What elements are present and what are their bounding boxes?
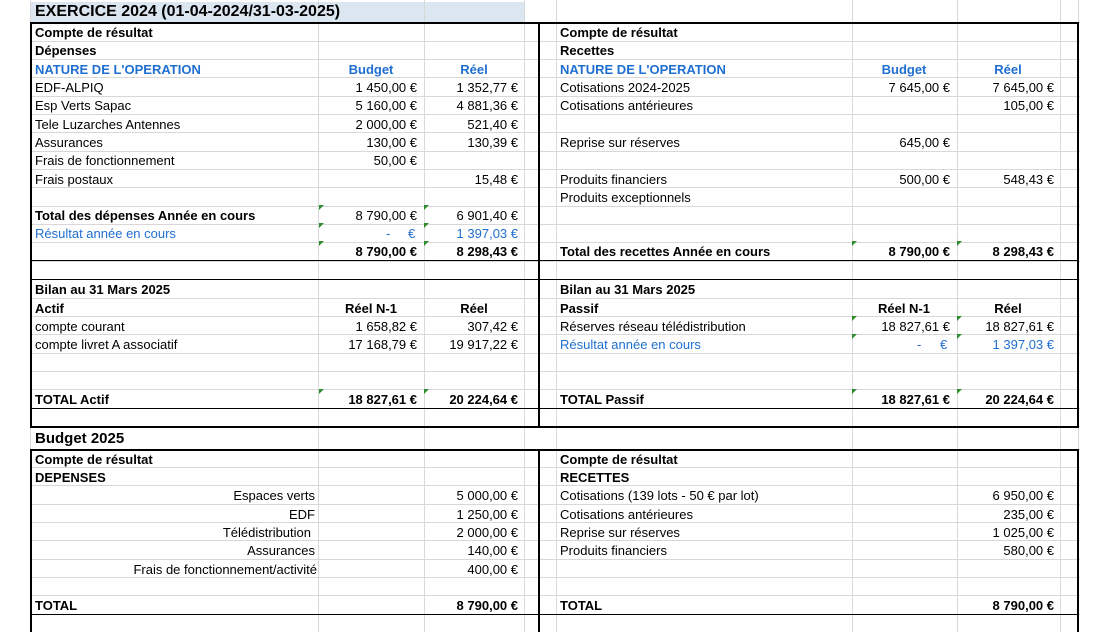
- passif-resultat-label[interactable]: Résultat année en cours: [560, 337, 701, 352]
- recettes-row-label[interactable]: Produits financiers: [560, 172, 667, 187]
- actif-row-label[interactable]: compte courant: [35, 319, 125, 334]
- budget-depenses-row-value[interactable]: 5 000,00 €: [456, 488, 518, 503]
- passif-resultat-reel[interactable]: 1 397,03 €: [992, 337, 1054, 352]
- actif-total-n1[interactable]: 18 827,61 €: [348, 392, 417, 407]
- actif-row-n1[interactable]: 1 658,82 €: [355, 319, 417, 334]
- border-line: [1077, 22, 1079, 428]
- depenses-total-budget[interactable]: 8 790,00 €: [355, 208, 417, 223]
- cell-marker: [424, 205, 429, 210]
- depenses-row-label[interactable]: Esp Verts Sapac: [35, 98, 132, 113]
- budget-depenses-row-value[interactable]: 1 250,00 €: [456, 507, 518, 522]
- passif-col-reel[interactable]: Réel: [994, 301, 1022, 316]
- budget-recettes-row-value[interactable]: 580,00 €: [1003, 543, 1054, 558]
- depenses-total-reel[interactable]: 6 901,40 €: [456, 208, 518, 223]
- border-line: [30, 22, 32, 428]
- budget-depenses-subsection[interactable]: DEPENSES: [35, 470, 106, 485]
- cell-marker: [319, 205, 324, 210]
- grid-row-line: [30, 389, 1080, 390]
- grid-row-line: [30, 353, 1080, 354]
- cell-marker: [852, 334, 857, 339]
- depenses-resultat-dash[interactable]: -: [386, 226, 391, 241]
- cell-marker: [424, 241, 429, 246]
- passif-total-reel[interactable]: 20 224,64 €: [985, 392, 1054, 407]
- recettes-row-label[interactable]: Cotisations 2024-2025: [560, 80, 691, 95]
- border-line: [30, 614, 1079, 615]
- recettes-row-reel[interactable]: 7 645,00 €: [992, 80, 1054, 95]
- cell-marker: [852, 316, 857, 321]
- budget-depenses-row-label[interactable]: Espaces verts: [233, 488, 315, 503]
- actif-row-n1[interactable]: 17 168,79 €: [348, 337, 417, 352]
- passif-total-label[interactable]: TOTAL Passif: [560, 392, 644, 407]
- budget-depenses-row-label[interactable]: Assurances: [247, 543, 315, 558]
- depenses-total-label[interactable]: Total des dépenses Année en cours: [35, 208, 256, 223]
- budget-depenses-row-label[interactable]: Télédistribution: [222, 525, 311, 540]
- depenses-col-budget[interactable]: Budget: [348, 62, 394, 77]
- grid-row-line: [30, 169, 1080, 170]
- passif-resultat-eur[interactable]: €: [940, 337, 948, 352]
- actif-row-reel[interactable]: 19 917,22 €: [449, 337, 518, 352]
- budget-depenses-total-value[interactable]: 8 790,00 €: [456, 598, 518, 613]
- depenses-col-nature[interactable]: NATURE DE L'OPERATION: [35, 62, 201, 77]
- actif-row-reel[interactable]: 307,42 €: [467, 319, 518, 334]
- passif-col-n1[interactable]: Réel N-1: [877, 301, 931, 316]
- budget-recettes-subsection[interactable]: RECETTES: [560, 470, 630, 485]
- recettes-row-label[interactable]: Reprise sur réserves: [560, 135, 680, 150]
- passif-section[interactable]: Bilan au 31 Mars 2025: [560, 282, 696, 297]
- cell-marker: [957, 334, 962, 339]
- budget-depenses-row-value[interactable]: 140,00 €: [467, 543, 518, 558]
- grid-col-line: [524, 0, 525, 632]
- cell-marker: [957, 389, 962, 394]
- grid-col-line: [556, 0, 557, 632]
- budget-recettes-row-label[interactable]: Cotisations (139 lots - 50 € par lot): [560, 488, 759, 503]
- depenses-row-label[interactable]: Tele Luzarches Antennes: [35, 117, 181, 132]
- grid-row-line: [30, 298, 1080, 299]
- actif-total-reel[interactable]: 20 224,64 €: [449, 392, 518, 407]
- budget-depenses-row-value[interactable]: 400,00 €: [467, 562, 518, 577]
- budget-title[interactable]: Budget 2025: [35, 430, 125, 447]
- depenses-row-reel[interactable]: 130,39 €: [467, 135, 518, 150]
- recettes-col-budget[interactable]: Budget: [881, 62, 927, 77]
- cell-marker: [424, 389, 429, 394]
- cell-marker: [957, 316, 962, 321]
- grid-col-line: [318, 0, 319, 632]
- recettes-row-budget[interactable]: 500,00 €: [899, 172, 950, 187]
- actif-row-label[interactable]: compte livret A associatif: [35, 337, 178, 352]
- actif-subsection[interactable]: Actif: [35, 301, 64, 316]
- recettes-row-label[interactable]: Produits exceptionnels: [560, 190, 691, 205]
- recettes-row-reel[interactable]: 105,00 €: [1003, 98, 1054, 113]
- recettes-total-reel[interactable]: 8 298,43 €: [992, 244, 1054, 259]
- passif-row-reel[interactable]: 18 827,61 €: [985, 319, 1054, 334]
- budget-recettes-row-value[interactable]: 1 025,00 €: [992, 525, 1054, 540]
- budget-recettes-section[interactable]: Compte de résultat: [560, 452, 678, 467]
- border-line: [30, 426, 1079, 428]
- grid-row-line: [30, 467, 1080, 468]
- recettes-row-label[interactable]: Cotisations antérieures: [560, 98, 693, 113]
- depenses-subsection[interactable]: Dépenses: [35, 43, 97, 58]
- passif-subsection[interactable]: Passif: [560, 301, 599, 316]
- cell-marker: [319, 223, 324, 228]
- cell-marker: [424, 223, 429, 228]
- recettes-col-nature[interactable]: NATURE DE L'OPERATION: [560, 62, 726, 77]
- cell-marker: [319, 389, 324, 394]
- depenses-grand-reel[interactable]: 8 298,43 €: [456, 244, 518, 259]
- depenses-row-reel[interactable]: 4 881,36 €: [456, 98, 518, 113]
- depenses-resultat-label[interactable]: Résultat année en cours: [35, 226, 176, 241]
- recettes-row-budget[interactable]: 7 645,00 €: [888, 80, 950, 95]
- depenses-row-label[interactable]: Frais postaux: [35, 172, 114, 187]
- recettes-row-budget[interactable]: 645,00 €: [899, 135, 950, 150]
- grid-row-line: [30, 41, 1080, 42]
- depenses-resultat-reel[interactable]: 1 397,03 €: [456, 226, 518, 241]
- cell-marker: [852, 389, 857, 394]
- recettes-section[interactable]: Compte de résultat: [560, 25, 678, 40]
- depenses-row-label[interactable]: Frais de fonctionnement: [35, 153, 175, 168]
- cell-marker: [319, 241, 324, 246]
- passif-row-label[interactable]: Réserves réseau télédistribution: [560, 319, 746, 334]
- depenses-row-budget[interactable]: 2 000,00 €: [355, 117, 417, 132]
- border-line: [538, 449, 540, 632]
- budget-recettes-row-value[interactable]: 235,00 €: [1003, 507, 1054, 522]
- depenses-row-label[interactable]: EDF-ALPIQ: [35, 80, 104, 95]
- border-line: [30, 22, 1079, 24]
- budget-recettes-row-label[interactable]: Produits financiers: [560, 543, 667, 558]
- border-line: [30, 449, 1079, 451]
- cell-marker: [957, 241, 962, 246]
- depenses-row-reel[interactable]: 1 352,77 €: [456, 80, 518, 95]
- passif-resultat-dash[interactable]: -: [917, 337, 922, 352]
- depenses-row-reel[interactable]: 15,48 €: [474, 172, 518, 187]
- budget-depenses-section[interactable]: Compte de résultat: [35, 452, 153, 467]
- budget-recettes-row-value[interactable]: 6 950,00 €: [992, 488, 1054, 503]
- budget-recettes-row-label[interactable]: Reprise sur réserves: [560, 525, 680, 540]
- budget-recettes-total-label[interactable]: TOTAL: [560, 598, 603, 613]
- recettes-col-reel[interactable]: Réel: [994, 62, 1022, 77]
- recettes-total-budget[interactable]: 8 790,00 €: [888, 244, 950, 259]
- depenses-row-budget[interactable]: 50,00 €: [373, 153, 417, 168]
- actif-total-label[interactable]: TOTAL Actif: [35, 392, 109, 407]
- actif-section[interactable]: Bilan au 31 Mars 2025: [35, 282, 171, 297]
- recettes-total-label[interactable]: Total des recettes Année en cours: [560, 244, 771, 259]
- border-line: [30, 449, 32, 632]
- depenses-row-budget[interactable]: 1 450,00 €: [355, 80, 417, 95]
- depenses-resultat-eur[interactable]: €: [408, 226, 416, 241]
- grid-row-line: [30, 595, 1080, 596]
- depenses-section[interactable]: Compte de résultat: [35, 25, 153, 40]
- budget-depenses-row-label[interactable]: Frais de fonctionnement/activité: [133, 562, 317, 577]
- depenses-row-budget[interactable]: 130,00 €: [366, 135, 417, 150]
- budget-depenses-total-label[interactable]: TOTAL: [35, 598, 78, 613]
- grid-row-line: [30, 371, 1080, 372]
- depenses-grand-budget[interactable]: 8 790,00 €: [355, 244, 417, 259]
- actif-col-n1[interactable]: Réel N-1: [344, 301, 398, 316]
- budget-recettes-row-label[interactable]: Cotisations antérieures: [560, 507, 693, 522]
- depenses-col-reel[interactable]: Réel: [460, 62, 488, 77]
- depenses-row-reel[interactable]: 521,40 €: [467, 117, 518, 132]
- grid-row-line: [30, 59, 1080, 60]
- grid-col-line: [1060, 0, 1061, 632]
- budget-depenses-row-label[interactable]: EDF: [289, 507, 315, 522]
- border-line: [30, 279, 1079, 280]
- depenses-row-budget[interactable]: 5 160,00 €: [355, 98, 417, 113]
- border-line: [538, 22, 540, 428]
- actif-col-reel[interactable]: Réel: [460, 301, 488, 316]
- depenses-row-label[interactable]: Assurances: [35, 135, 103, 150]
- cell-marker: [852, 241, 857, 246]
- recettes-subsection[interactable]: Recettes: [560, 43, 615, 58]
- grid-row-line: [30, 114, 1080, 115]
- passif-total-n1[interactable]: 18 827,61 €: [881, 392, 950, 407]
- grid-row-line: [30, 261, 1080, 262]
- passif-row-n1[interactable]: 18 827,61 €: [881, 319, 950, 334]
- budget-recettes-total-value[interactable]: 8 790,00 €: [992, 598, 1054, 613]
- grid-row-line: [30, 132, 1080, 133]
- exercice-title[interactable]: EXERCICE 2024 (01-04-2024/31-03-2025): [35, 3, 341, 20]
- border-line: [1077, 449, 1079, 632]
- recettes-row-reel[interactable]: 548,43 €: [1003, 172, 1054, 187]
- grid-row-line: [30, 485, 1080, 486]
- budget-depenses-row-value[interactable]: 2 000,00 €: [456, 525, 518, 540]
